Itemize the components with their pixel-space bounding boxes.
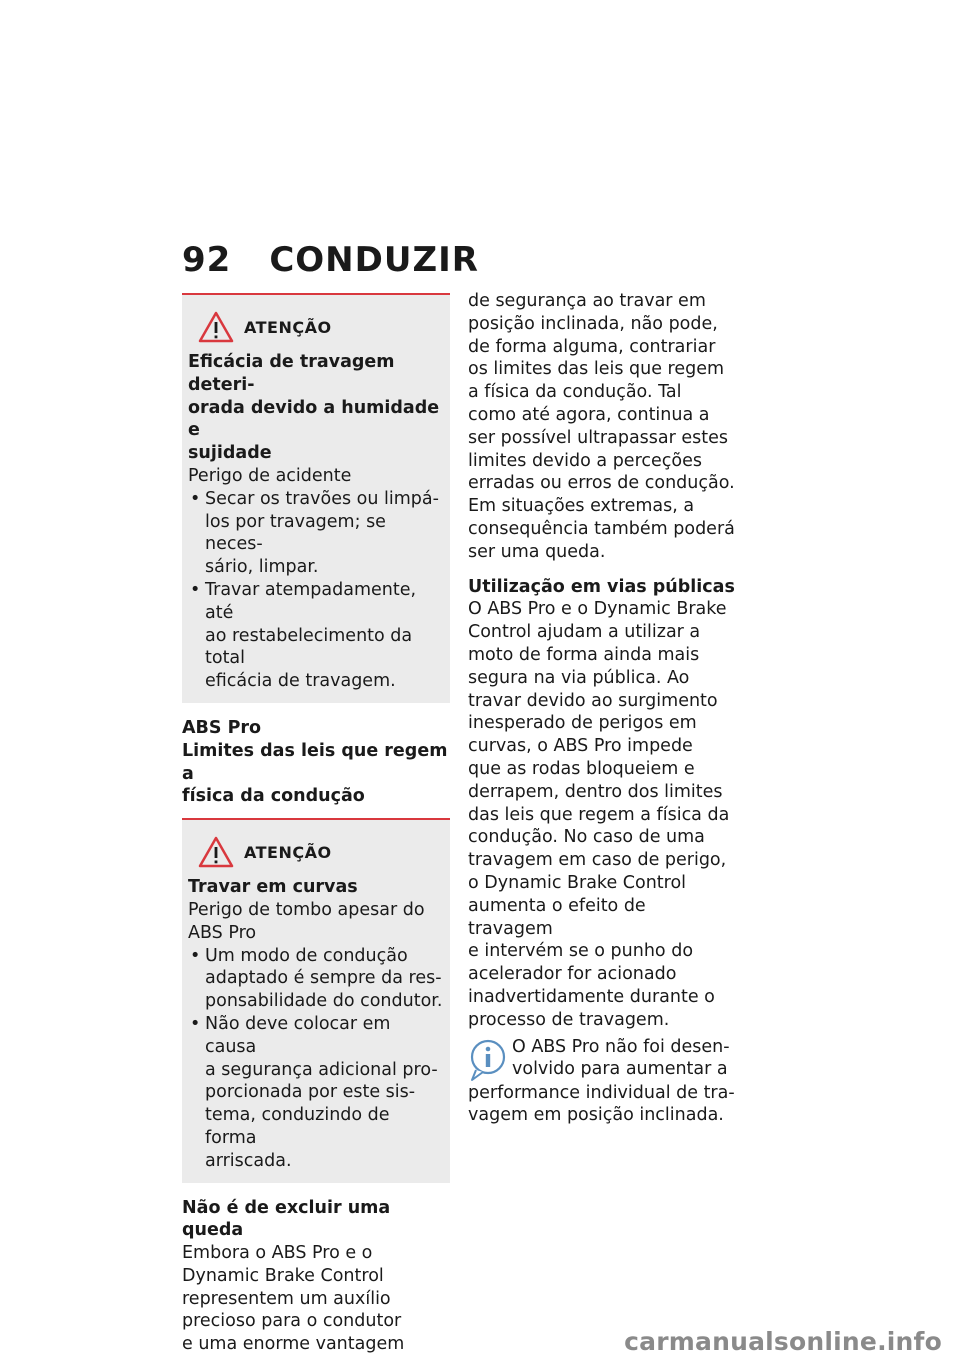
warning-heading: Travar em curvas [188,877,358,898]
text-line: inadvertidamente durante o [468,986,715,1007]
text-line: volvido para aumentar a [512,1059,728,1080]
text-line: erradas ou erros de condução. [468,473,735,494]
text-line: de segurança ao travar em [468,291,706,311]
text-line: Eficácia de travagem deteri- [188,352,395,395]
text-line: O ABS Pro e o Dynamic Brake [468,599,727,620]
text-line: Limites das leis que regem a [182,740,448,784]
text-line: os limites das leis que regem [468,359,725,380]
section-title: ABS Pro [182,717,262,738]
text-line: ao restabelecimento da total [205,625,413,669]
text-line: consequência também poderá [468,518,735,539]
text-line: como até agora, continua a [468,404,710,425]
text-line: • Secar os travões ou limpá- [205,488,439,509]
text-line: travagem em caso de perigo, [468,850,727,871]
section-abs-pro [182,717,449,808]
text-line: eficácia de travagem. [205,671,396,692]
text-line: e uma enorme vantagem [182,1334,405,1355]
text-line: performance individual de tra- [468,1082,735,1103]
text-line: Perigo de tombo apesar do [188,899,425,920]
section-heading: Utilização em vias públicas [468,576,735,597]
text-line: aumenta o efeito de travagem [468,895,646,939]
text-line: posição inclinada, não pode, [468,313,718,334]
text-line: ABS Pro [188,922,257,943]
text-line: das leis que regem a física da [468,804,730,825]
text-line: porcionada por este sis- [205,1082,416,1103]
page-number: 92 [182,240,232,280]
text-line: processo de travagem. [468,1009,670,1030]
text-line: Em situações extremas, a [468,496,695,517]
text-line: arriscada. [205,1150,292,1171]
info-note [468,1036,736,1128]
text-line: segura na via pública. Ao [468,667,690,688]
warning-header [198,836,444,868]
text-line: O ABS Pro não foi desen- [512,1036,730,1057]
text-line: los por travagem; se neces- [205,511,386,555]
bullet-item [188,579,444,693]
warning-heading [188,351,444,465]
warning-subtitle: Perigo de acidente [188,465,352,486]
text-line: • Um modo de condução [205,945,408,966]
text-line: moto de forma ainda mais [468,644,700,665]
text-line: Control ajudam a utilizar a [468,622,701,643]
warning-bullet-list [188,488,444,693]
right-column [468,290,736,1127]
chapter-title: CONDUZIR [269,240,479,280]
text-line: orada devido a humidade e [188,397,440,441]
text-line: ser uma queda. [468,541,606,562]
text-line: física da condução [182,786,365,807]
text-line: inesperado de perigos em [468,713,697,734]
text-line: Embora o ABS Pro e o [182,1243,373,1264]
paragraph-continuation [468,290,736,564]
text-line: tema, conduzindo de forma [205,1105,390,1148]
watermark: carmanualsonline.info [624,1327,942,1356]
text-line: derrapem, dentro dos limites [468,781,723,802]
info-note-head [468,1036,736,1082]
text-line: limites devido a perceções [468,450,702,471]
text-line: e intervém se o punho do [468,941,694,962]
bullet-item [188,945,444,1013]
info-icon [468,1038,508,1082]
warning-header [198,311,444,343]
section-heading: Não é de excluir uma queda [182,1197,391,1241]
text-line: sujidade [188,443,272,464]
text-line: acelerador for acionado [468,964,677,985]
text-line: ser possível ultrapassar estes [468,427,729,448]
warning-triangle-icon [198,836,234,868]
warning-title: ATENÇÃO [244,842,332,862]
text-line: • Travar atempadamente, até [205,579,417,623]
text-line: que as rodas bloqueiem e [468,758,695,779]
page-header [182,240,479,280]
text-line: travar devido ao surgimento [468,690,718,711]
text-line: curvas, o ABS Pro impede [468,736,693,757]
text-line: a segurança adicional pro- [205,1059,438,1080]
text-line: ponsabilidade do condutor. [205,991,443,1012]
warning-triangle-icon [198,311,234,343]
text-line: representem um auxílio [182,1288,391,1309]
section-public-roads [468,576,736,1032]
text-line: • Não deve colocar em causa [205,1013,391,1057]
warning-bullet-list [188,945,444,1173]
text-line: Dynamic Brake Control [182,1265,384,1286]
text-line: sário, limpar. [205,557,319,578]
text-line: adaptado é sempre da res- [205,968,442,989]
warning-subtitle [188,899,444,945]
warning-title: ATENÇÃO [244,317,332,337]
text-line: precioso para o condutor [182,1311,402,1332]
bullet-item [188,488,444,579]
text-line: o Dynamic Brake Control [468,872,687,893]
warning-box-braking [182,293,450,703]
warning-box-curves [182,818,450,1182]
text-line: condução. No caso de uma [468,827,705,848]
section-fall [182,1197,449,1357]
left-column [182,293,449,1356]
text-line: vagem em posição inclinada. [468,1105,724,1126]
bullet-item [188,1013,444,1173]
text-line: de forma alguma, contrariar [468,336,716,357]
note-indented-text [512,1036,730,1082]
text-line: a física da condução. Tal [468,382,682,403]
